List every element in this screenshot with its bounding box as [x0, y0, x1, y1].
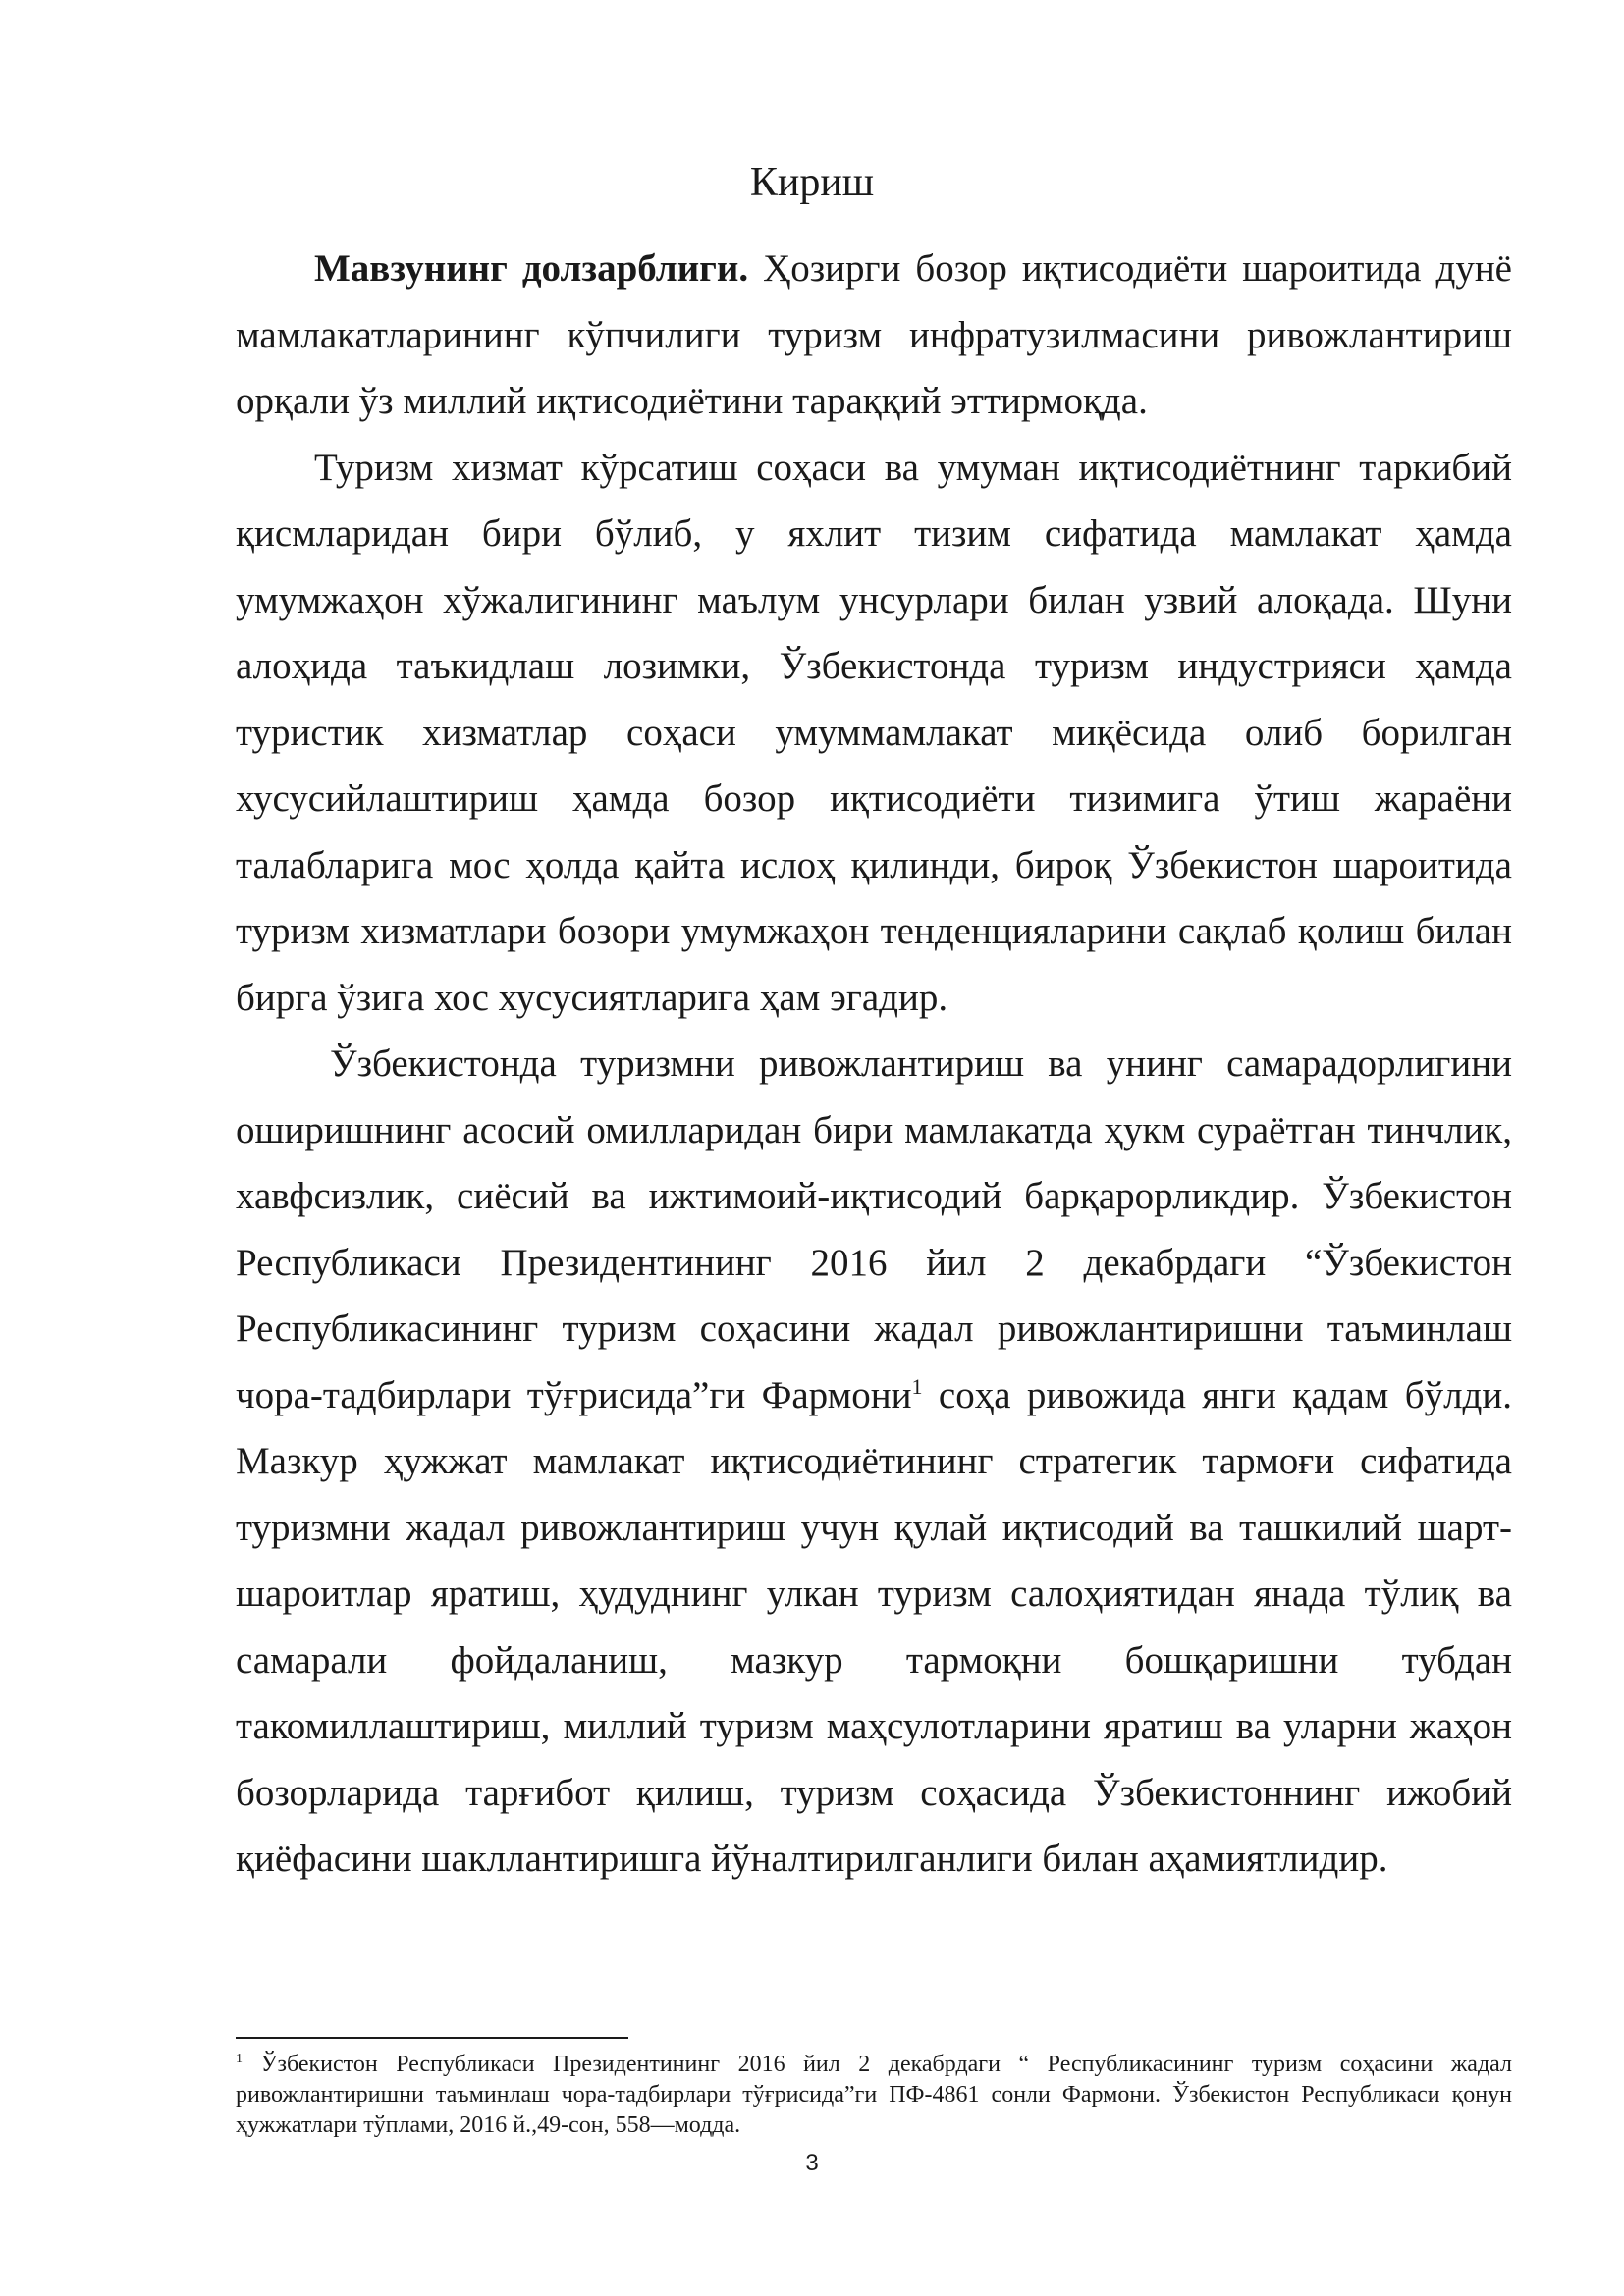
page-title: Кириш: [749, 160, 875, 205]
footnote-separator: [236, 2037, 628, 2039]
footnote-reference[interactable]: 1: [911, 1373, 923, 1399]
paragraph-3-text-a: Ўзбекистонда туризмни ривожлантириш ва унинг самарадорлигини оширишнинг асосий омилларидан бири мамлакатда ҳукм сураётган тинчлик, хавфсизлик, сиёсий ва ижтимоий-иқтисодий барқарорликдир. Ўзбекистон Республикаси Президентининг 2016 йил 2 декабрдаги “Ўзбекистон Республикасининг туризм соҳасини жадал ривожлантиришни таъминлаш чора-тадбирлари тўғрисида”ги Фармони: [236, 1042, 1512, 1416]
paragraph-3: [236, 1031, 1512, 1893]
paragraph-1-text: Ҳозирги бозор иқтисодиёти шароитида дунё мамлакатларининг кўпчилиги туризм инфратузилмасини ривожлантириш орқали ўз миллий иқтисодиётини тараққий эттирмоқда.: [236, 247, 1512, 422]
footnote-marker: 1: [236, 2052, 243, 2066]
paragraph-3-text-b: соҳа ривожида янги қадам бўлди. Мазкур ҳужжат мамлакат иқтисодиётининг стратегик тармоғи сифатида туризмни жадал ривожлантириш учун қулай иқтисодий ва ташкилий шарт-шароитлар яратиш, ҳудуднинг улкан туризм салоҳиятидан янада тўлиқ ва самарали фойдаланиш, мазкур тармоқни бошқаришни тубдан такомиллаштириш, миллий туризм маҳсулотларини яратиш ва уларни жаҳон бозорларида тарғибот қилиш, туризм соҳасида Ўзбекистоннинг ижобий қиёфасини шакллантиришга йўналтирилганлиги билан аҳамиятлидир.: [236, 1373, 1512, 1880]
page-number: 3: [805, 2150, 819, 2176]
body-text: [236, 236, 1512, 1893]
paragraph-1: [236, 236, 1512, 435]
paragraph-2: Туризм хизмат кўрсатиш соҳаси ва умуман иқтисодиётнинг таркибий қисмларидан бири бўлиб, у яхлит тизим сифатида мамлакат ҳамда умумжаҳон хўжалигининг маълум унсурлари билан узвий алоқада. Шуни алоҳида таъкидлаш лозимки, Ўзбекистонда туризм индустрияси ҳамда туристик хизматлар соҳаси умуммамлакат миқёсида олиб борилган хусусийлаштириш ҳамда бозор иқтисодиёти тизимига ўтиш жараёни талабларига мос ҳолда қайта ислоҳ қилинди, бироқ Ўзбекистон шароитида туризм хизматлари бозори умумжаҳон тенденцияларини сақлаб қолиш билан бирга ўзига хос хусусиятларига ҳам эгадир.: [236, 446, 1512, 1019]
paragraph-1-lead: Мавзунинг долзарблиги.: [314, 247, 749, 290]
footnote-text: Ўзбекистон Республикаси Президентининг 2016 йил 2 декабрдаги “ Республикасининг туризм соҳасини жадал ривожлантиришни таъминлаш чора-тадбирлари тўғрисида”ги ПФ-4861 сонли Фармони. Ўзбекистон Республикаси қонун ҳужжатлари тўплами, 2016 й.,49-сон, 558—модда.: [236, 2052, 1512, 2138]
footnote: [236, 2050, 1512, 2141]
